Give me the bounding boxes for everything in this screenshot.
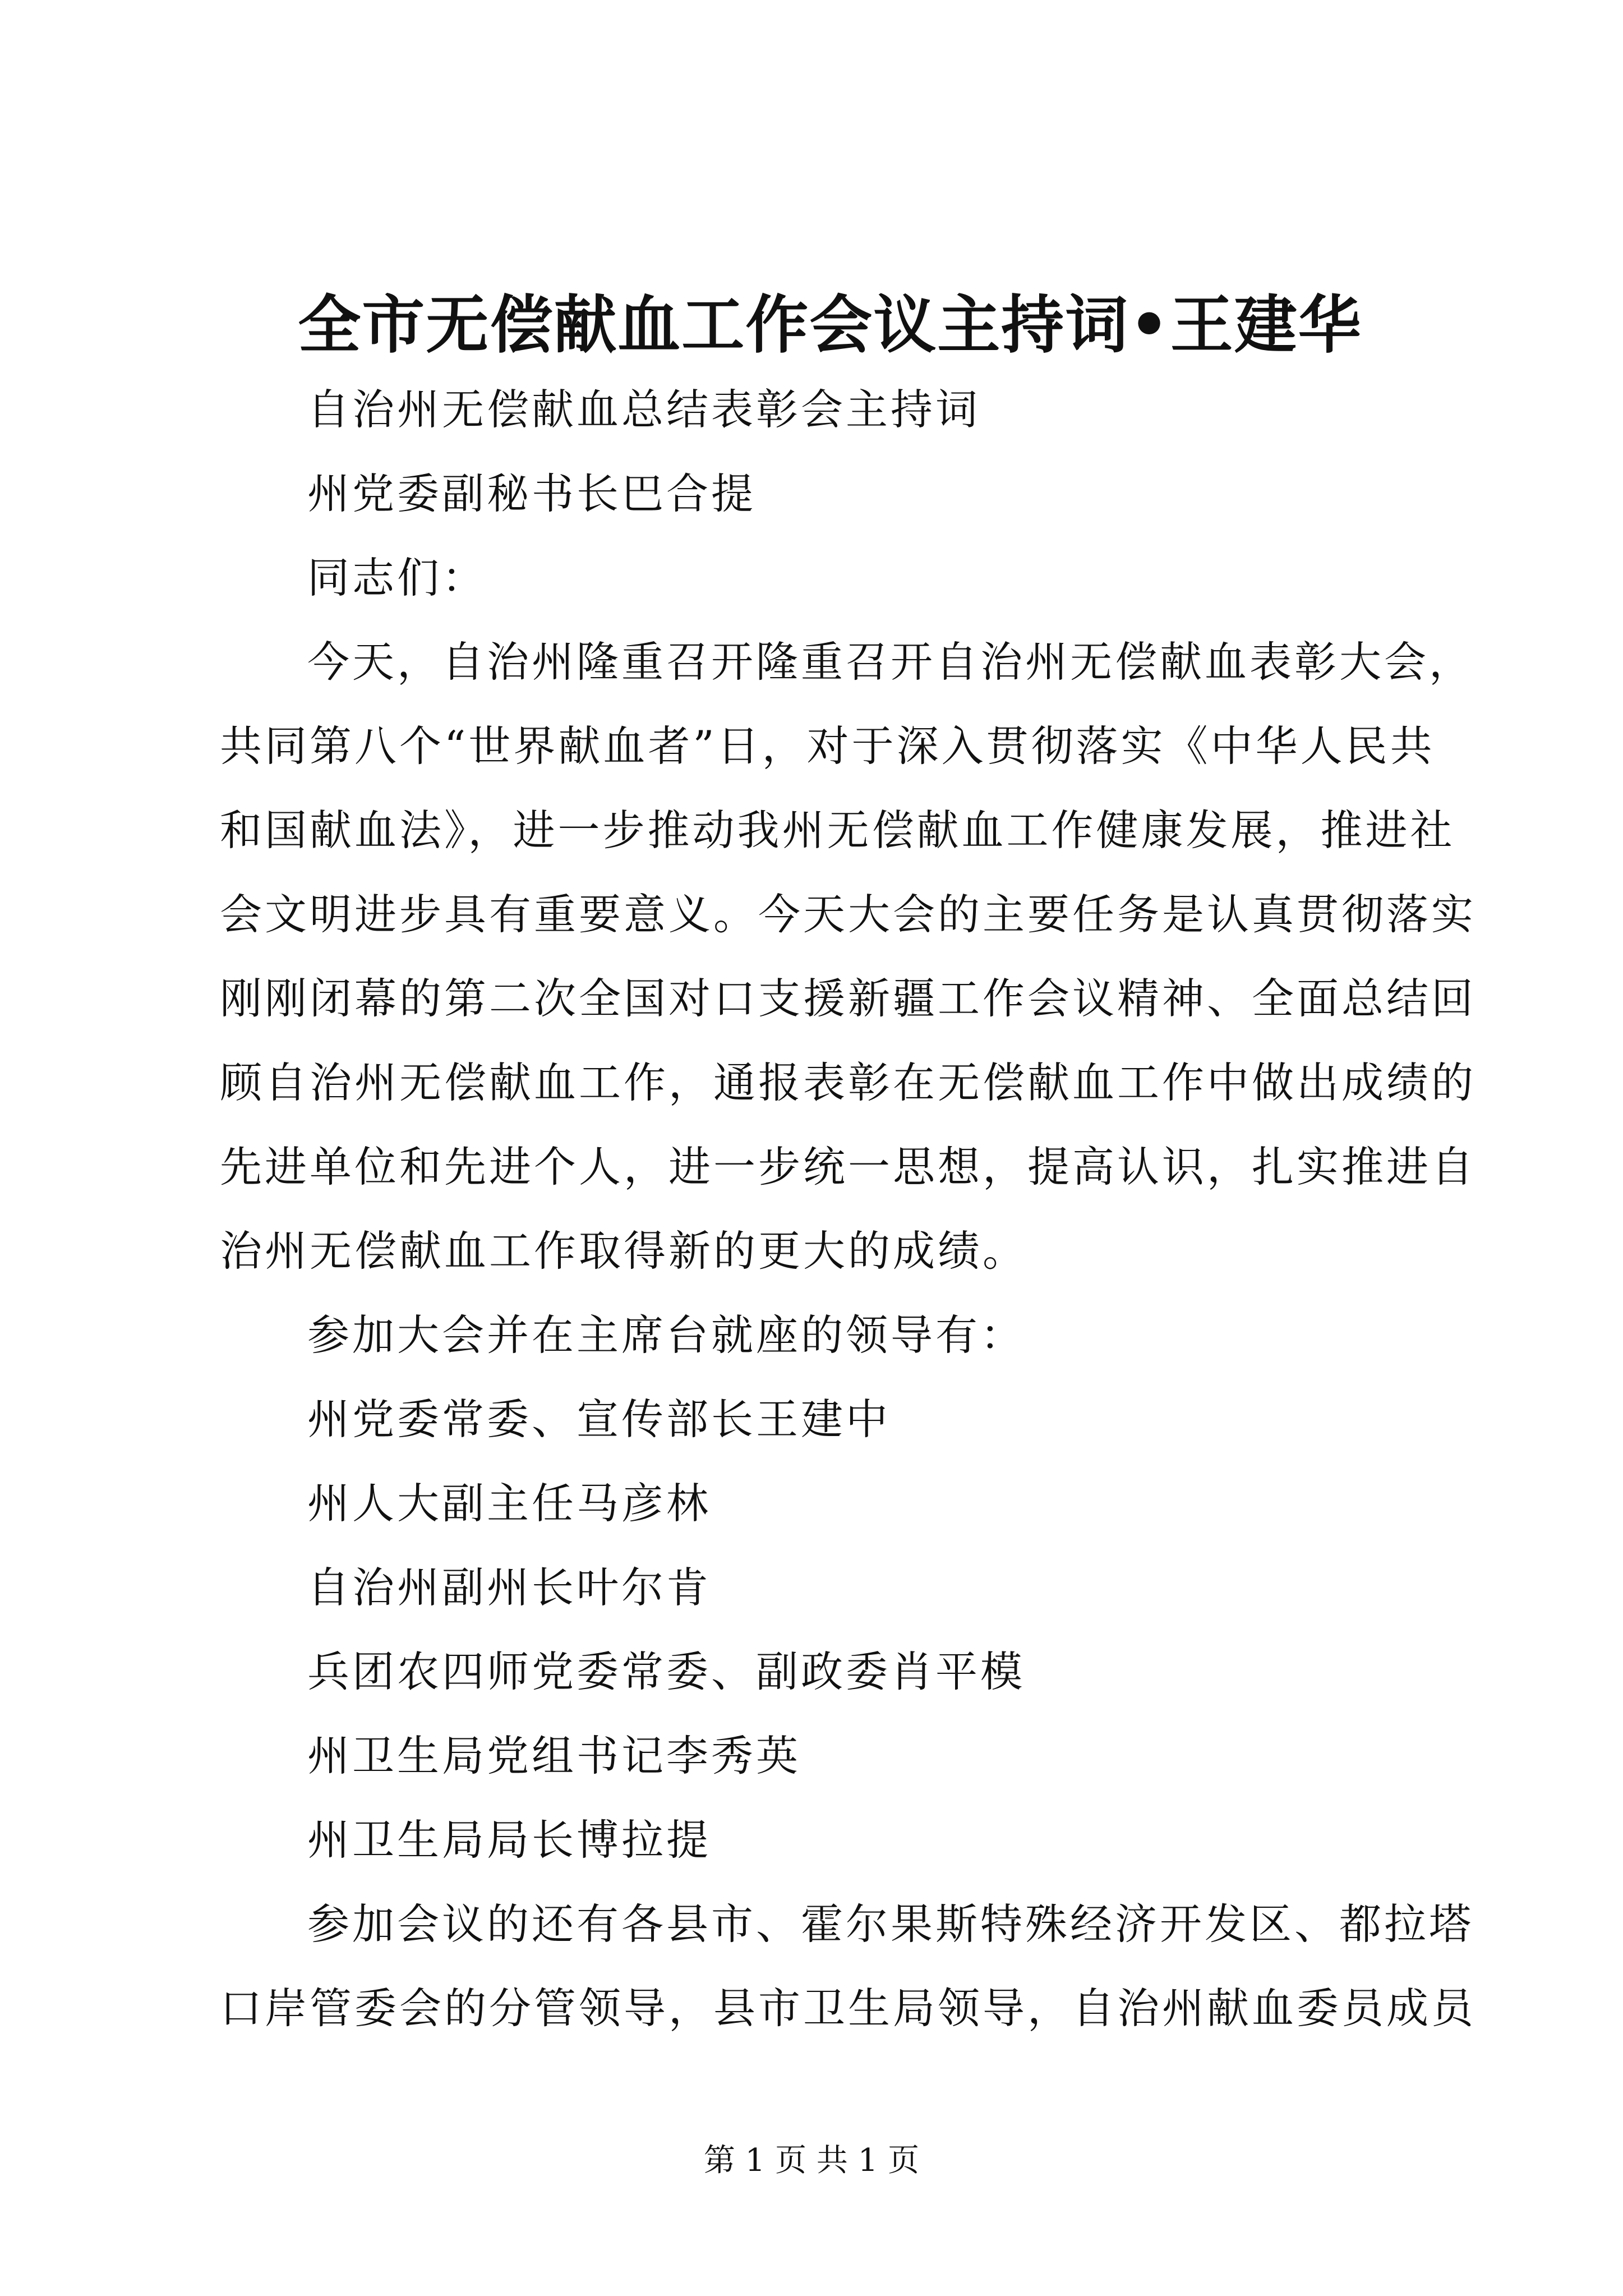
paragraph-line: 顾自治州无偿献血工作，通报表彰在无偿献血工作中做出成绩的 [220, 1058, 1477, 1107]
paragraph-line: 共同第八个“世界献血者”日，对于深入贯彻落实《中华人民共 [220, 721, 1435, 771]
leader-line: 州卫生局局长博拉提 [307, 1815, 712, 1865]
page-footer: 第 1 页 共 1 页 [703, 2142, 920, 2179]
subtitle-line: 自治州无偿献血总结表彰会主持词 [307, 385, 981, 434]
paragraph-line: 参加会议的还有各县市、霍尔果斯特殊经济开发区、都拉塔 [307, 1899, 1474, 1949]
paragraph-line: 治州无偿献血工作取得新的更大的成绩。 [220, 1226, 1028, 1276]
presenter-line: 州党委副秘书长巴合提 [307, 469, 757, 518]
paragraph-line: 参加大会并在主席台就座的领导有： [307, 1310, 1026, 1360]
salutation-line: 同志们： [307, 553, 487, 602]
paragraph-line: 和国献血法》，进一步推动我州无偿献血工作健康发展，推进社 [220, 806, 1455, 855]
paragraph-line: 今天，自治州隆重召开隆重召开自治州无偿献血表彰大会， [307, 637, 1474, 687]
paragraph-line: 先进单位和先进个人，进一步统一思想，提高认识，扎实推进自 [220, 1142, 1477, 1191]
paragraph-line: 刚刚闭幕的第二次全国对口支援新疆工作会议精神、全面总结回 [220, 974, 1477, 1023]
leader-line: 州卫生局党组书记李秀英 [307, 1731, 801, 1780]
paragraph-line: 会文明进步具有重要意义。今天大会的主要任务是认真贯彻落实 [220, 890, 1477, 939]
leader-line: 州党委常委、宣传部长王建中 [307, 1395, 891, 1444]
paragraph-line: 口岸管委会的分管领导，县市卫生局领导，自治州献血委员成员 [220, 1984, 1477, 2033]
leader-line: 州人大副主任马彦林 [307, 1479, 712, 1528]
leader-line: 自治州副州长叶尔肯 [307, 1563, 712, 1612]
document-title: 全市无偿献血工作会议主持词•王建华 [298, 288, 1362, 362]
leader-line: 兵团农四师党委常委、副政委肖平模 [307, 1647, 1026, 1696]
